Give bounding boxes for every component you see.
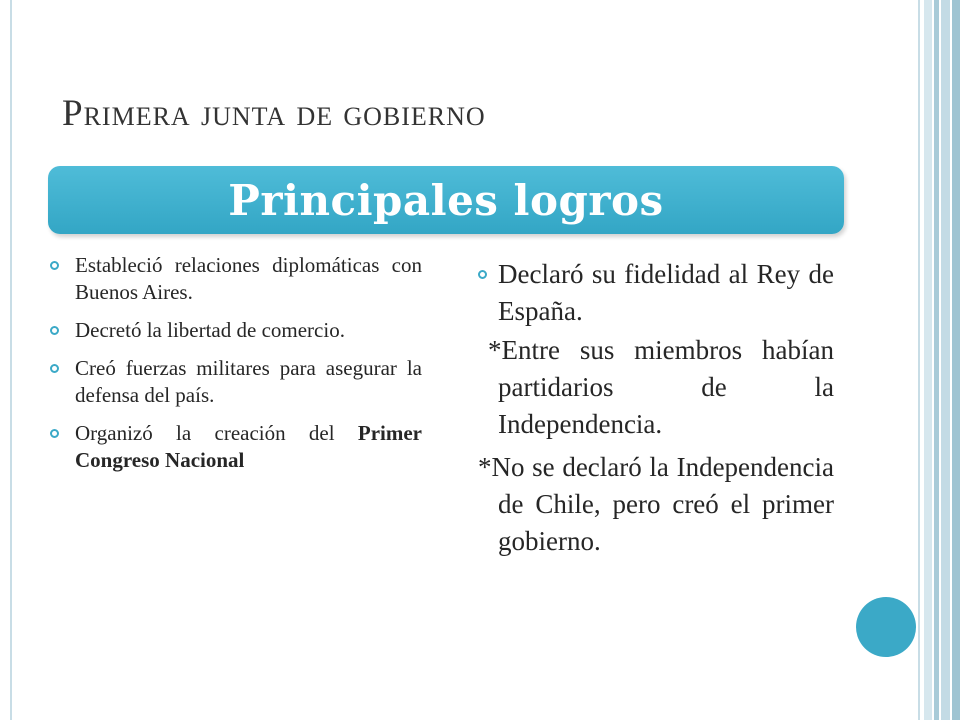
list-item-text [75,420,422,474]
slide-border-left [10,0,12,720]
slide-border-right [918,0,920,720]
decorative-stripe [952,0,960,720]
decorative-stripe [934,0,939,720]
note-text: *Entre sus miembros habían partidarios de la Independencia. [488,335,834,439]
achievements-list [48,252,422,485]
list-item-text-plain: Organizó la creación del [75,421,358,445]
decorative-stripe [924,0,932,720]
circle-bullet-icon [50,326,59,335]
list-item-text: Decretó la libertad de comercio. [75,318,345,342]
list-item [48,355,422,409]
list-item-text: Creó fuerzas militares para asegurar la defensa del país. [75,356,422,407]
decorative-stripe [941,0,950,720]
banner-title: Principales logros [228,175,664,225]
circle-bullet-icon [50,364,59,373]
note-text: *No se declaró la Independencia de Chile, pero creó el primer gobierno. [478,452,834,556]
decorative-circle [856,597,916,657]
loyalty-column [474,256,834,560]
list-item-text: Declaró su fidelidad al Rey de España. [498,259,834,326]
list-item [48,252,422,306]
slide-title: Primera junta de gobierno [62,93,486,134]
circle-bullet-icon [478,270,487,279]
list-item [48,420,422,474]
list-item [474,256,834,330]
section-banner [48,166,844,234]
list-item [48,317,422,344]
circle-bullet-icon [50,429,59,438]
list-item-text: Estableció relaciones diplomáticas con Buenos Aires. [75,253,422,304]
circle-bullet-icon [50,261,59,270]
congress-name: Primer Congreso Nacional [75,421,422,472]
